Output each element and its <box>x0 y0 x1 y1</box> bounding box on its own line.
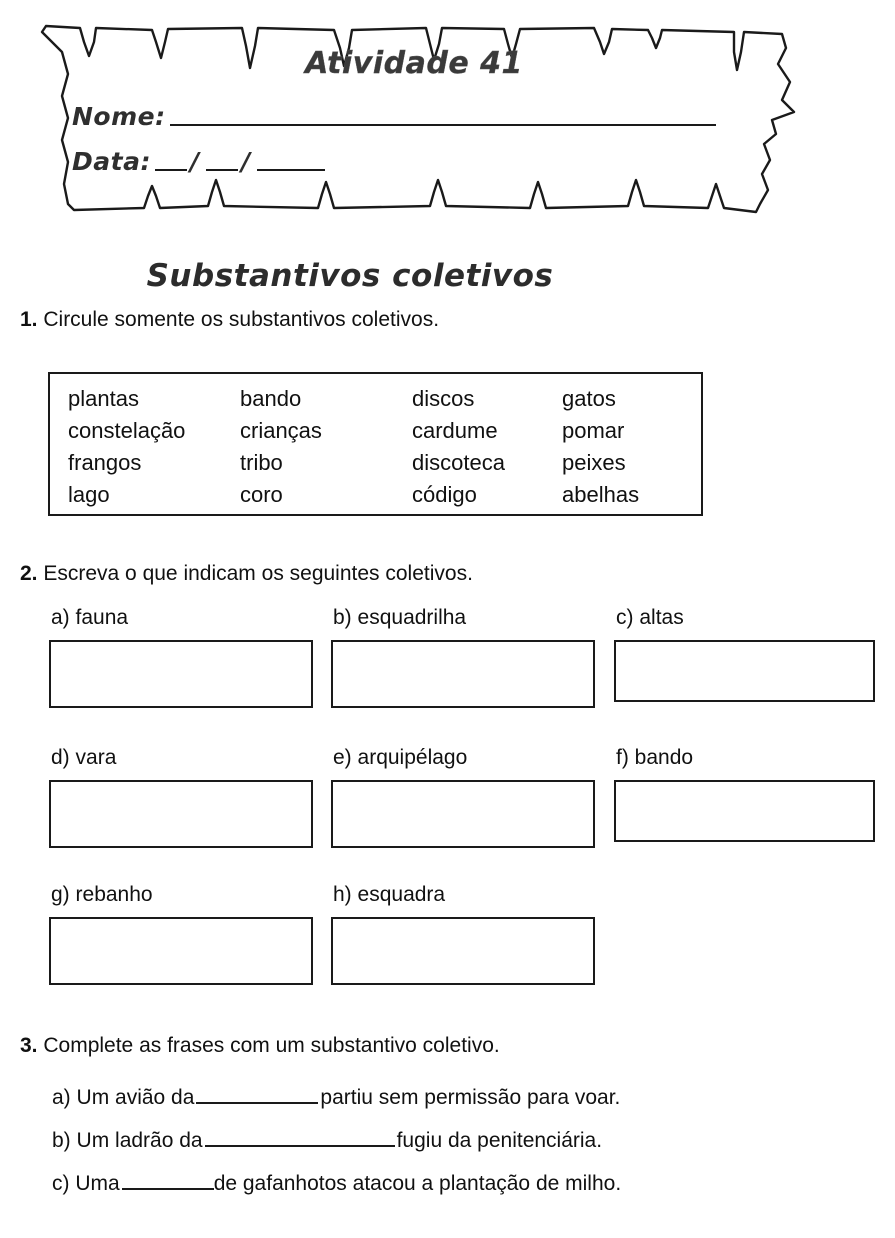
date-year-line[interactable] <box>257 169 325 171</box>
sentence-c-before: Uma <box>75 1172 120 1195</box>
name-label: Nome: <box>72 102 166 131</box>
word-bank-box <box>48 372 703 516</box>
word-bank-item[interactable]: pomar <box>562 418 625 443</box>
word-bank-item[interactable]: crianças <box>240 418 322 443</box>
exercise-2-text: Escreva o que indicam os seguintes coletivos. <box>43 562 473 585</box>
sentence-b-after: fugiu da penitenciária. <box>396 1129 603 1152</box>
sentence-b-before: Um ladrão da <box>76 1129 203 1152</box>
sentence-b-blank[interactable] <box>205 1127 395 1147</box>
collective-label-e: e) arquipélago <box>333 746 468 769</box>
answer-box-b[interactable] <box>331 640 595 708</box>
exercise-3-text: Complete as frases com um substantivo coletivo. <box>43 1034 500 1057</box>
word-bank-item[interactable]: código <box>412 482 477 507</box>
sentence-a-blank[interactable] <box>196 1084 318 1104</box>
answer-box-h[interactable] <box>331 917 595 985</box>
exercise-1-text: Circule somente os substantivos coletivos. <box>43 308 440 331</box>
sentence-c-after: de gafanhotos atacou a plantação de milho. <box>213 1172 622 1195</box>
sentence-a-after: partiu sem permissão para voar. <box>320 1086 621 1109</box>
answer-box-d[interactable] <box>49 780 313 848</box>
exercise-3-number: 3. <box>20 1034 38 1057</box>
exercise-3-prompt <box>20 1034 500 1058</box>
word-bank-item[interactable]: tribo <box>240 450 283 475</box>
collective-label-f: f) bando <box>616 746 694 769</box>
exercise-1-prompt <box>20 308 439 332</box>
sentence-a-before: Um avião da <box>76 1086 195 1109</box>
answer-box-c[interactable] <box>614 640 875 702</box>
name-write-line[interactable] <box>170 124 716 126</box>
date-day-line[interactable] <box>155 169 187 171</box>
header-banner <box>34 8 862 216</box>
answer-box-e[interactable] <box>331 780 595 848</box>
activity-title: Atividade 41 <box>305 46 523 81</box>
exercise-1-number: 1. <box>20 308 38 331</box>
exercise-2-number: 2. <box>20 562 38 585</box>
collective-label-d: d) vara <box>51 746 117 769</box>
worksheet-heading: Substantivos coletivos <box>146 258 554 294</box>
answer-box-g[interactable] <box>49 917 313 985</box>
word-bank-item[interactable]: peixes <box>562 450 626 475</box>
collective-label-h: h) esquadra <box>333 883 446 906</box>
word-bank-item[interactable]: frangos <box>68 450 142 475</box>
collective-label-b: b) esquadrilha <box>333 606 467 629</box>
collective-label-a: a) fauna <box>51 606 129 629</box>
sentence-a <box>52 1084 620 1110</box>
sentence-c <box>52 1170 621 1196</box>
word-bank-item[interactable]: lago <box>68 482 110 507</box>
word-bank-item[interactable]: discos <box>412 386 475 411</box>
word-bank-grid <box>68 383 702 511</box>
collective-label-c: c) altas <box>616 606 684 629</box>
date-field-row <box>72 147 325 176</box>
word-bank-item[interactable]: gatos <box>562 386 616 411</box>
collective-label-g: g) rebanho <box>51 883 153 906</box>
word-bank-item[interactable]: coro <box>240 482 283 507</box>
word-bank-item[interactable]: discoteca <box>412 450 505 475</box>
sentence-b-letter: b) <box>52 1129 71 1152</box>
sentence-a-letter: a) <box>52 1086 71 1109</box>
word-bank-item[interactable]: cardume <box>412 418 498 443</box>
date-month-line[interactable] <box>206 169 238 171</box>
sentence-c-letter: c) <box>52 1172 70 1195</box>
word-bank-item[interactable]: abelhas <box>562 482 640 507</box>
answer-box-f[interactable] <box>614 780 875 842</box>
sentence-b <box>52 1127 602 1153</box>
exercise-2-prompt <box>20 562 473 586</box>
word-bank-item[interactable]: bando <box>240 386 302 411</box>
answer-box-a[interactable] <box>49 640 313 708</box>
name-field-row <box>72 102 716 131</box>
date-label: Data: <box>72 147 151 176</box>
word-bank-item[interactable]: constelação <box>68 418 186 443</box>
date-separator-1: / <box>189 147 200 176</box>
sentence-c-blank[interactable] <box>122 1170 214 1190</box>
date-separator-2: / <box>241 147 251 176</box>
word-bank-item[interactable]: plantas <box>68 386 139 411</box>
